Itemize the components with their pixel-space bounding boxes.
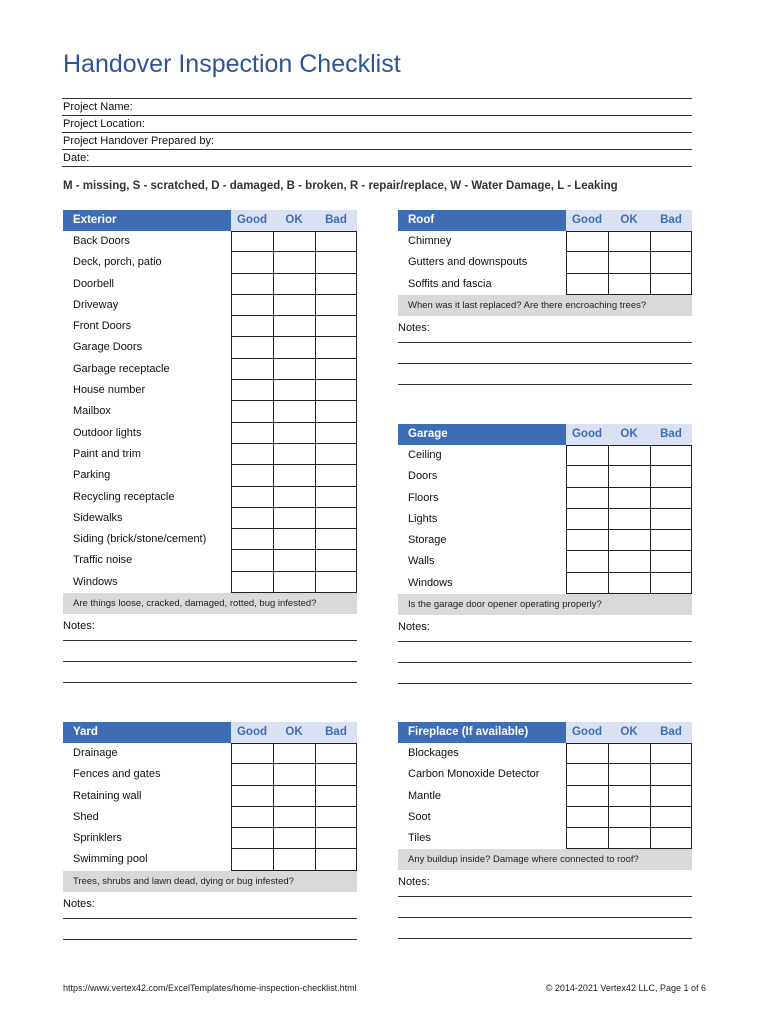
bad-checkbox[interactable] <box>315 444 357 465</box>
page-title: Handover Inspection Checklist <box>63 50 401 78</box>
notes-line[interactable] <box>63 662 357 683</box>
item-label: Driveway <box>73 298 119 311</box>
checklist-row <box>398 509 692 530</box>
good-checkbox[interactable] <box>231 786 273 807</box>
good-checkbox[interactable] <box>231 487 273 508</box>
checklist-row <box>63 508 357 529</box>
notes-line[interactable] <box>398 890 692 897</box>
checklist-row <box>398 488 692 509</box>
notes-line[interactable] <box>63 641 357 662</box>
checklist-row <box>63 807 357 828</box>
checklist-row <box>398 786 692 807</box>
bad-checkbox[interactable] <box>315 508 357 529</box>
checklist-row <box>398 551 692 572</box>
yard-section <box>63 722 357 940</box>
bad-checkbox[interactable] <box>315 487 357 508</box>
good-checkbox[interactable] <box>231 807 273 828</box>
checklist-row <box>63 572 357 593</box>
bad-checkbox[interactable] <box>315 807 357 828</box>
col-bad-header: Bad <box>315 210 357 231</box>
notes-label: Notes: <box>63 897 95 910</box>
good-checkbox[interactable] <box>231 252 273 273</box>
ok-checkbox[interactable] <box>608 231 650 252</box>
checklist-row <box>63 828 357 849</box>
ok-checkbox[interactable] <box>608 530 650 551</box>
ok-checkbox[interactable] <box>608 764 650 785</box>
bad-checkbox[interactable] <box>315 849 357 870</box>
notes-line[interactable] <box>398 635 692 642</box>
item-label: Retaining wall <box>73 789 142 802</box>
ok-checkbox[interactable] <box>608 445 650 466</box>
bad-checkbox[interactable] <box>315 786 357 807</box>
good-checkbox[interactable] <box>566 530 608 551</box>
checklist-row <box>398 573 692 594</box>
checklist-row <box>398 530 692 551</box>
bad-checkbox[interactable] <box>650 466 692 487</box>
item-label: Blockages <box>408 747 459 759</box>
col-ok-header: OK <box>608 722 650 743</box>
checklist-row <box>63 529 357 550</box>
item-label: Mailbox <box>73 405 111 418</box>
item-label: Lights <box>408 512 438 525</box>
exterior-section <box>63 210 357 683</box>
notes-label: Notes: <box>398 621 430 634</box>
exterior-title: Exterior <box>63 210 231 231</box>
notes-line[interactable] <box>398 897 692 918</box>
notes-line[interactable] <box>63 912 357 919</box>
good-checkbox[interactable] <box>231 550 273 571</box>
date-field[interactable]: Date: <box>62 150 692 167</box>
checklist-row <box>63 764 357 785</box>
good-checkbox[interactable] <box>566 764 608 785</box>
good-checkbox[interactable] <box>566 488 608 509</box>
checklist-row <box>63 487 357 508</box>
ok-checkbox[interactable] <box>608 573 650 594</box>
ok-checkbox[interactable] <box>273 828 315 849</box>
checklist-row <box>398 466 692 487</box>
ok-checkbox[interactable] <box>273 316 315 337</box>
ok-checkbox[interactable] <box>273 786 315 807</box>
notes-line[interactable] <box>398 642 692 663</box>
bad-checkbox[interactable] <box>650 530 692 551</box>
ok-checkbox[interactable] <box>273 252 315 273</box>
roof-section <box>398 210 692 385</box>
ok-checkbox[interactable] <box>273 849 315 870</box>
exterior-question: Are things loose, cracked, damaged, rotted, bug infested? <box>63 593 357 614</box>
item-label: Recycling receptacle <box>73 490 175 503</box>
item-label: Carbon Monoxide Detector <box>408 768 540 781</box>
good-checkbox[interactable] <box>231 828 273 849</box>
ok-checkbox[interactable] <box>273 550 315 571</box>
item-label: Ceiling <box>408 449 442 461</box>
checklist-row <box>63 252 357 273</box>
item-label: Outdoor lights <box>73 426 142 439</box>
ok-checkbox[interactable] <box>273 743 315 764</box>
item-label: Sprinklers <box>73 832 122 845</box>
col-bad-header: Bad <box>315 722 357 743</box>
item-label: Gutters and downspouts <box>408 256 528 269</box>
ok-checkbox[interactable] <box>273 465 315 486</box>
ok-checkbox[interactable] <box>608 807 650 828</box>
ok-checkbox[interactable] <box>608 466 650 487</box>
bad-checkbox[interactable] <box>650 509 692 530</box>
item-label: Walls <box>408 555 435 568</box>
ok-checkbox[interactable] <box>273 487 315 508</box>
bad-checkbox[interactable] <box>650 445 692 466</box>
ok-checkbox[interactable] <box>608 828 650 849</box>
good-checkbox[interactable] <box>566 466 608 487</box>
good-checkbox[interactable] <box>566 509 608 530</box>
garage-header <box>398 424 692 445</box>
bad-checkbox[interactable] <box>315 550 357 571</box>
item-label: Traffic noise <box>73 554 133 567</box>
ok-checkbox[interactable] <box>273 295 315 316</box>
condition-legend: M - missing, S - scratched, D - damaged, B - broken, R - repair/replace, W - Water Damage, L - Leaking <box>63 180 618 192</box>
notes-line[interactable] <box>398 918 692 939</box>
checklist-row <box>398 252 692 273</box>
good-checkbox[interactable] <box>231 849 273 870</box>
checklist-row <box>398 807 692 828</box>
project-info <box>62 98 692 167</box>
bad-checkbox[interactable] <box>650 764 692 785</box>
item-label: Garbage receptacle <box>73 362 170 375</box>
yard-question: Trees, shrubs and lawn dead, dying or bug infested? <box>63 871 357 892</box>
good-checkbox[interactable] <box>231 295 273 316</box>
bad-checkbox[interactable] <box>315 359 357 380</box>
bad-checkbox[interactable] <box>315 401 357 422</box>
col-ok-header: OK <box>608 424 650 445</box>
notes-line[interactable] <box>63 634 357 641</box>
good-checkbox[interactable] <box>231 274 273 295</box>
bad-checkbox[interactable] <box>650 573 692 594</box>
checklist-row <box>63 423 357 444</box>
checklist-row <box>63 401 357 422</box>
footer-url[interactable]: https://www.vertex42.com/ExcelTemplates/home-inspection-checklist.html <box>63 983 357 993</box>
ok-checkbox[interactable] <box>273 572 315 593</box>
checklist-row <box>63 743 357 764</box>
bad-checkbox[interactable] <box>650 252 692 273</box>
checklist-row <box>63 316 357 337</box>
roof-question: When was it last replaced? Are there encroaching trees? <box>398 295 692 316</box>
bad-checkbox[interactable] <box>315 231 357 252</box>
notes-line[interactable] <box>398 336 692 343</box>
good-checkbox[interactable] <box>566 252 608 273</box>
good-checkbox[interactable] <box>231 423 273 444</box>
item-label: Garage Doors <box>73 341 143 354</box>
item-label: Fences and gates <box>73 768 161 781</box>
checklist-row <box>63 359 357 380</box>
col-good-header: Good <box>566 424 608 445</box>
notes-label: Notes: <box>398 321 430 334</box>
bad-checkbox[interactable] <box>315 572 357 593</box>
notes-label: Notes: <box>63 620 95 633</box>
ok-checkbox[interactable] <box>273 359 315 380</box>
item-label: Shed <box>73 810 99 823</box>
checklist-row <box>63 465 357 486</box>
fireplace-header <box>398 722 692 743</box>
exterior-header <box>63 210 357 231</box>
checklist-row <box>63 550 357 571</box>
fireplace-title: Fireplace (If available) <box>398 722 566 743</box>
good-checkbox[interactable] <box>566 445 608 466</box>
col-good-header: Good <box>231 722 273 743</box>
ok-checkbox[interactable] <box>273 508 315 529</box>
bad-checkbox[interactable] <box>650 743 692 764</box>
project-name-field[interactable]: Project Name: <box>62 98 692 116</box>
col-ok-header: OK <box>273 210 315 231</box>
item-label: Tiles <box>408 832 431 845</box>
bad-checkbox[interactable] <box>315 380 357 401</box>
col-bad-header: Bad <box>650 722 692 743</box>
col-bad-header: Bad <box>650 424 692 445</box>
checklist-row <box>398 764 692 785</box>
good-checkbox[interactable] <box>231 337 273 358</box>
notes-line[interactable] <box>398 343 692 364</box>
checklist-row <box>63 380 357 401</box>
checklist-row <box>63 849 357 870</box>
item-label: Windows <box>408 576 453 589</box>
yard-header <box>63 722 357 743</box>
ok-checkbox[interactable] <box>273 807 315 828</box>
checklist-row <box>398 231 692 252</box>
bad-checkbox[interactable] <box>650 828 692 849</box>
bad-checkbox[interactable] <box>650 274 692 295</box>
ok-checkbox[interactable] <box>608 488 650 509</box>
prepared-by-field[interactable]: Project Handover Prepared by: <box>62 133 692 150</box>
ok-checkbox[interactable] <box>273 380 315 401</box>
ok-checkbox[interactable] <box>273 337 315 358</box>
good-checkbox[interactable] <box>231 764 273 785</box>
col-good-header: Good <box>566 722 608 743</box>
col-good-header: Good <box>566 210 608 231</box>
col-ok-header: OK <box>608 210 650 231</box>
bad-checkbox[interactable] <box>315 743 357 764</box>
ok-checkbox[interactable] <box>273 529 315 550</box>
item-label: Paint and trim <box>73 447 141 460</box>
good-checkbox[interactable] <box>231 359 273 380</box>
checklist-row <box>398 743 692 764</box>
checklist-row <box>63 295 357 316</box>
good-checkbox[interactable] <box>566 743 608 764</box>
good-checkbox[interactable] <box>231 508 273 529</box>
notes-label: Notes: <box>398 876 430 889</box>
item-label: Front Doors <box>73 320 132 333</box>
item-label: Soffits and fascia <box>408 277 492 290</box>
item-label: Doors <box>408 470 438 483</box>
bad-checkbox[interactable] <box>650 488 692 509</box>
bad-checkbox[interactable] <box>650 786 692 807</box>
checklist-row <box>63 274 357 295</box>
item-label: Deck, porch, patio <box>73 256 162 269</box>
bad-checkbox[interactable] <box>315 252 357 273</box>
good-checkbox[interactable] <box>231 316 273 337</box>
ok-checkbox[interactable] <box>608 274 650 295</box>
fireplace-question: Any buildup inside? Damage where connected to roof? <box>398 849 692 870</box>
good-checkbox[interactable] <box>566 231 608 252</box>
item-label: Storage <box>408 534 447 547</box>
ok-checkbox[interactable] <box>273 401 315 422</box>
ok-checkbox[interactable] <box>273 444 315 465</box>
item-label: Back Doors <box>73 235 130 247</box>
col-good-header: Good <box>231 210 273 231</box>
col-ok-header: OK <box>273 722 315 743</box>
bad-checkbox[interactable] <box>315 764 357 785</box>
ok-checkbox[interactable] <box>608 786 650 807</box>
garage-title: Garage <box>398 424 566 445</box>
good-checkbox[interactable] <box>566 573 608 594</box>
item-label: Chimney <box>408 235 452 247</box>
ok-checkbox[interactable] <box>608 743 650 764</box>
good-checkbox[interactable] <box>231 401 273 422</box>
ok-checkbox[interactable] <box>273 423 315 444</box>
good-checkbox[interactable] <box>231 231 273 252</box>
bad-checkbox[interactable] <box>315 423 357 444</box>
checklist-row <box>63 444 357 465</box>
ok-checkbox[interactable] <box>608 509 650 530</box>
item-label: Siding (brick/stone/cement) <box>73 533 207 546</box>
good-checkbox[interactable] <box>566 828 608 849</box>
good-checkbox[interactable] <box>566 551 608 572</box>
item-label: Soot <box>408 810 431 823</box>
checklist-row <box>63 786 357 807</box>
item-label: Drainage <box>73 747 118 759</box>
good-checkbox[interactable] <box>566 786 608 807</box>
bad-checkbox[interactable] <box>650 551 692 572</box>
item-label: Floors <box>408 491 439 504</box>
item-label: Doorbell <box>73 277 114 290</box>
good-checkbox[interactable] <box>231 529 273 550</box>
item-label: House number <box>73 384 146 397</box>
roof-header <box>398 210 692 231</box>
good-checkbox[interactable] <box>231 444 273 465</box>
bad-checkbox[interactable] <box>650 231 692 252</box>
checklist-row <box>398 274 692 295</box>
col-bad-header: Bad <box>650 210 692 231</box>
bad-checkbox[interactable] <box>315 295 357 316</box>
ok-checkbox[interactable] <box>273 274 315 295</box>
bad-checkbox[interactable] <box>315 465 357 486</box>
item-label: Mantle <box>408 789 442 802</box>
item-label: Sidewalks <box>73 511 123 524</box>
checklist-row <box>63 337 357 358</box>
notes-line[interactable] <box>63 919 357 940</box>
bad-checkbox[interactable] <box>650 807 692 828</box>
fireplace-section <box>398 722 692 939</box>
garage-question: Is the garage door opener operating properly? <box>398 594 692 615</box>
item-label: Parking <box>73 469 111 482</box>
ok-checkbox[interactable] <box>273 764 315 785</box>
bad-checkbox[interactable] <box>315 529 357 550</box>
yard-title: Yard <box>63 722 231 743</box>
roof-title: Roof <box>398 210 566 231</box>
bad-checkbox[interactable] <box>315 316 357 337</box>
checklist-row <box>398 828 692 849</box>
item-label: Windows <box>73 575 118 588</box>
garage-section <box>398 424 692 684</box>
good-checkbox[interactable] <box>231 572 273 593</box>
ok-checkbox[interactable] <box>608 252 650 273</box>
ok-checkbox[interactable] <box>273 231 315 252</box>
bad-checkbox[interactable] <box>315 828 357 849</box>
checklist-row <box>398 445 692 466</box>
bad-checkbox[interactable] <box>315 337 357 358</box>
footer-copyright: © 2014-2021 Vertex42 LLC, Page 1 of 6 <box>545 983 706 993</box>
bad-checkbox[interactable] <box>315 274 357 295</box>
ok-checkbox[interactable] <box>608 551 650 572</box>
checklist-row <box>63 231 357 252</box>
notes-line[interactable] <box>398 663 692 684</box>
good-checkbox[interactable] <box>566 274 608 295</box>
good-checkbox[interactable] <box>231 380 273 401</box>
good-checkbox[interactable] <box>566 807 608 828</box>
good-checkbox[interactable] <box>231 743 273 764</box>
notes-line[interactable] <box>398 364 692 385</box>
project-location-field[interactable]: Project Location: <box>62 116 692 133</box>
item-label: Swimming pool <box>73 853 148 866</box>
good-checkbox[interactable] <box>231 465 273 486</box>
